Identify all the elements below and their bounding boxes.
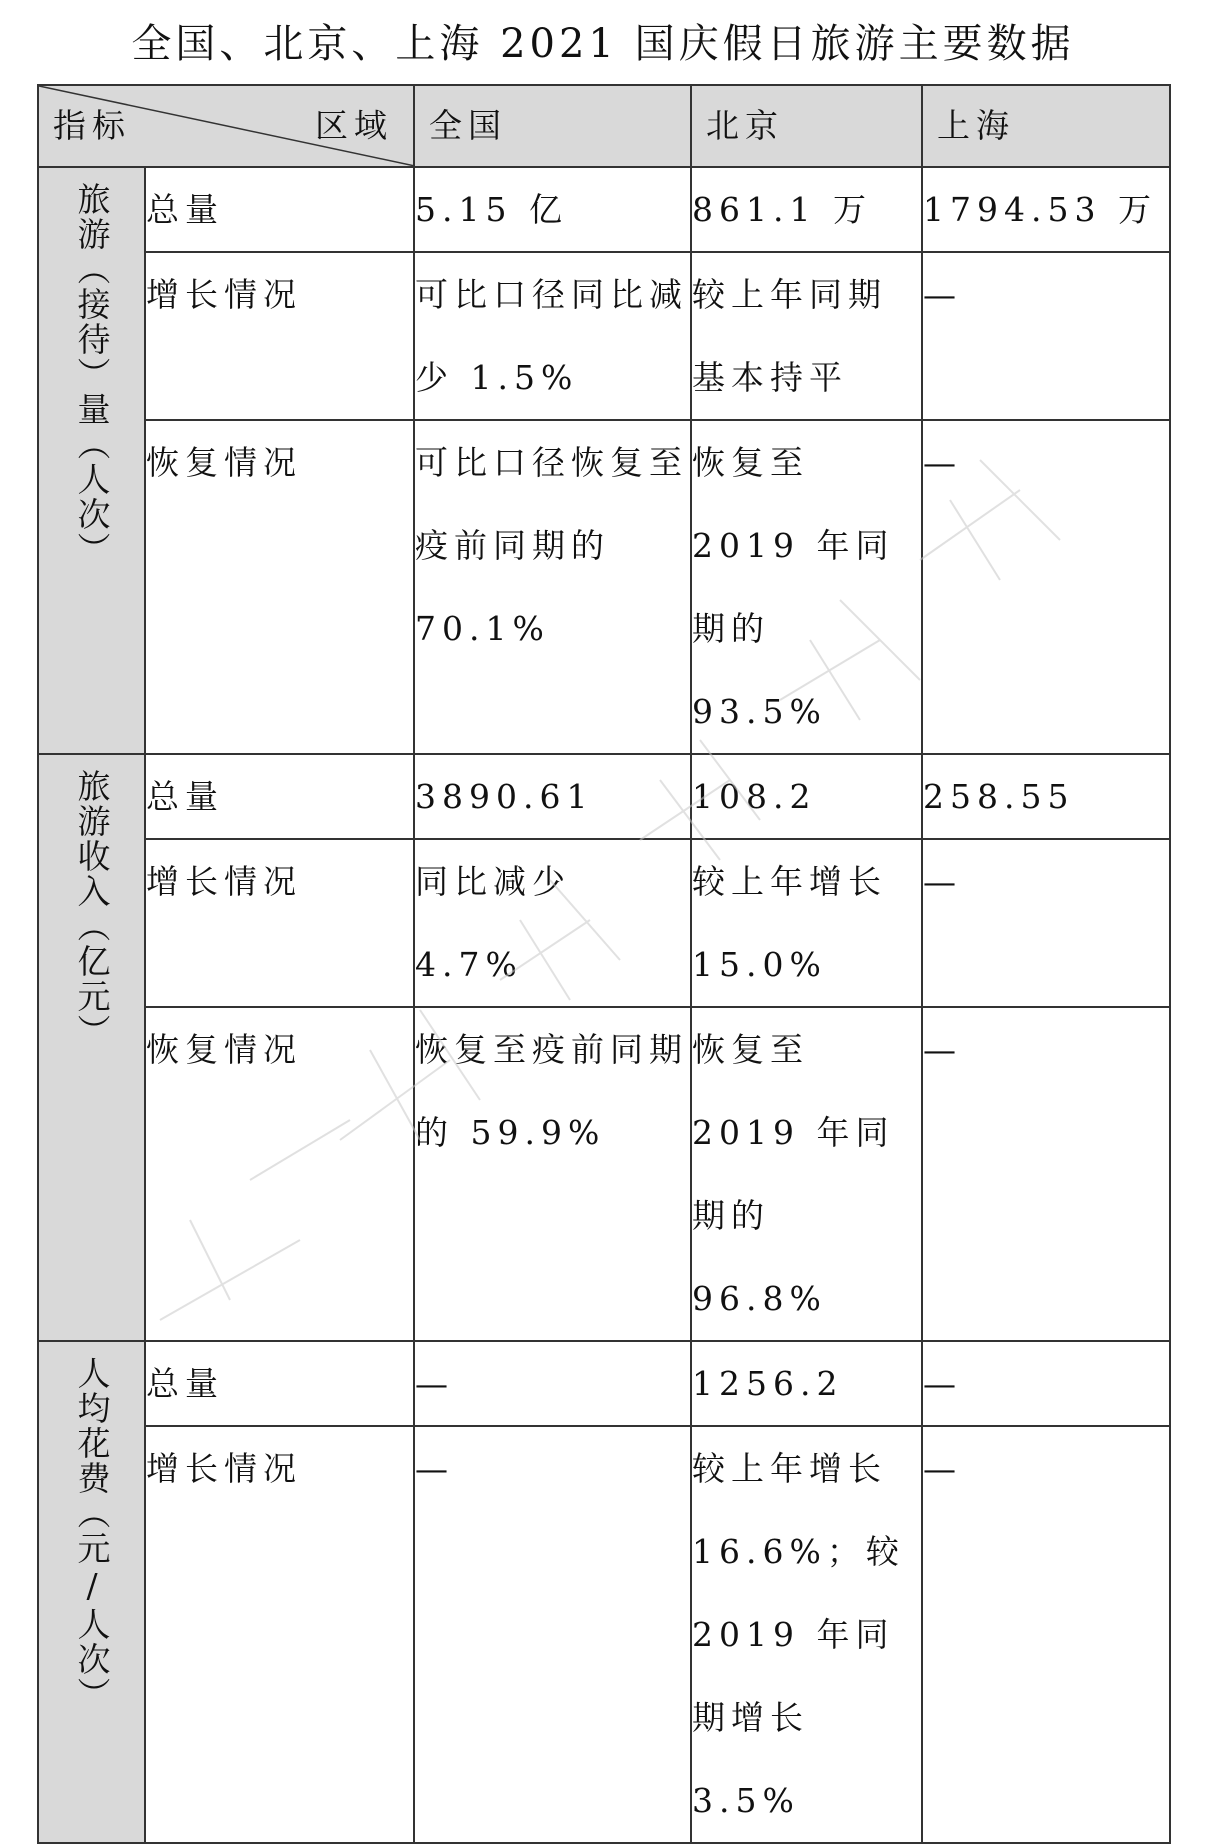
- table-row: [38, 252, 1170, 420]
- row-label: 恢复情况: [145, 1007, 414, 1341]
- cell-national: 可比口径同比减少 1.5%: [414, 252, 691, 420]
- category-cell: [38, 1341, 145, 1843]
- cell-beijing: 1256.2: [691, 1341, 922, 1426]
- cell-shanghai: —: [922, 420, 1170, 754]
- table-row: [38, 1426, 1170, 1843]
- cell-national: 5.15 亿: [414, 167, 691, 252]
- cell-beijing: 较上年增长 15.0%: [691, 839, 922, 1007]
- row-label: 总量: [145, 1341, 414, 1426]
- category-cell: [38, 754, 145, 1341]
- cell-beijing: 较上年同期基本持平: [691, 252, 922, 420]
- table-row: [38, 1341, 1170, 1426]
- cell-national: —: [414, 1426, 691, 1843]
- row-label: 恢复情况: [145, 420, 414, 754]
- cell-shanghai: —: [922, 1341, 1170, 1426]
- cell-national: —: [414, 1341, 691, 1426]
- cell-shanghai: —: [922, 1007, 1170, 1341]
- region-header: 区域: [315, 106, 393, 145]
- cell-beijing: 恢复至 2019 年同期的 93.5%: [691, 420, 922, 754]
- category-label: 旅游（接待）量（人次）: [72, 182, 112, 567]
- table-row: [38, 1007, 1170, 1341]
- cell-national: 可比口径恢复至疫前同期的 70.1%: [414, 420, 691, 754]
- row-label: 增长情况: [145, 1426, 414, 1843]
- cell-national: 同比减少 4.7%: [414, 839, 691, 1007]
- row-label: 总量: [145, 754, 414, 839]
- category-cell: [38, 167, 145, 754]
- category-label: 人均花费（元/人次）: [72, 1356, 112, 1712]
- row-label: 增长情况: [145, 252, 414, 420]
- table-row: [38, 754, 1170, 839]
- cell-shanghai: 1794.53 万: [922, 167, 1170, 252]
- data-table: [37, 84, 1171, 1844]
- table-row: [38, 167, 1170, 252]
- cell-shanghai: 258.55: [922, 754, 1170, 839]
- cell-beijing: 恢复至 2019 年同期的 96.8%: [691, 1007, 922, 1341]
- corner-header-cell: [38, 85, 414, 167]
- indicator-header: 指标: [53, 106, 131, 145]
- row-label: 增长情况: [145, 839, 414, 1007]
- category-label: 旅游收入（亿元）: [72, 769, 112, 1049]
- cell-shanghai: —: [922, 1426, 1170, 1843]
- column-header-shanghai: 上海: [922, 85, 1170, 167]
- table-row: [38, 420, 1170, 754]
- cell-national: 3890.61: [414, 754, 691, 839]
- cell-beijing: 108.2: [691, 754, 922, 839]
- cell-shanghai: —: [922, 839, 1170, 1007]
- table-row: [38, 839, 1170, 1007]
- cell-national: 恢复至疫前同期的 59.9%: [414, 1007, 691, 1341]
- column-header-national: 全国: [414, 85, 691, 167]
- header-row: [38, 85, 1170, 167]
- cell-shanghai: —: [922, 252, 1170, 420]
- row-label: 总量: [145, 167, 414, 252]
- column-header-beijing: 北京: [691, 85, 922, 167]
- cell-beijing: 较上年增长 16.6%；较 2019 年同期增长 3.5%: [691, 1426, 922, 1843]
- cell-beijing: 861.1 万: [691, 167, 922, 252]
- document-title: 全国、北京、上海 2021 国庆假日旅游主要数据: [131, 21, 1075, 67]
